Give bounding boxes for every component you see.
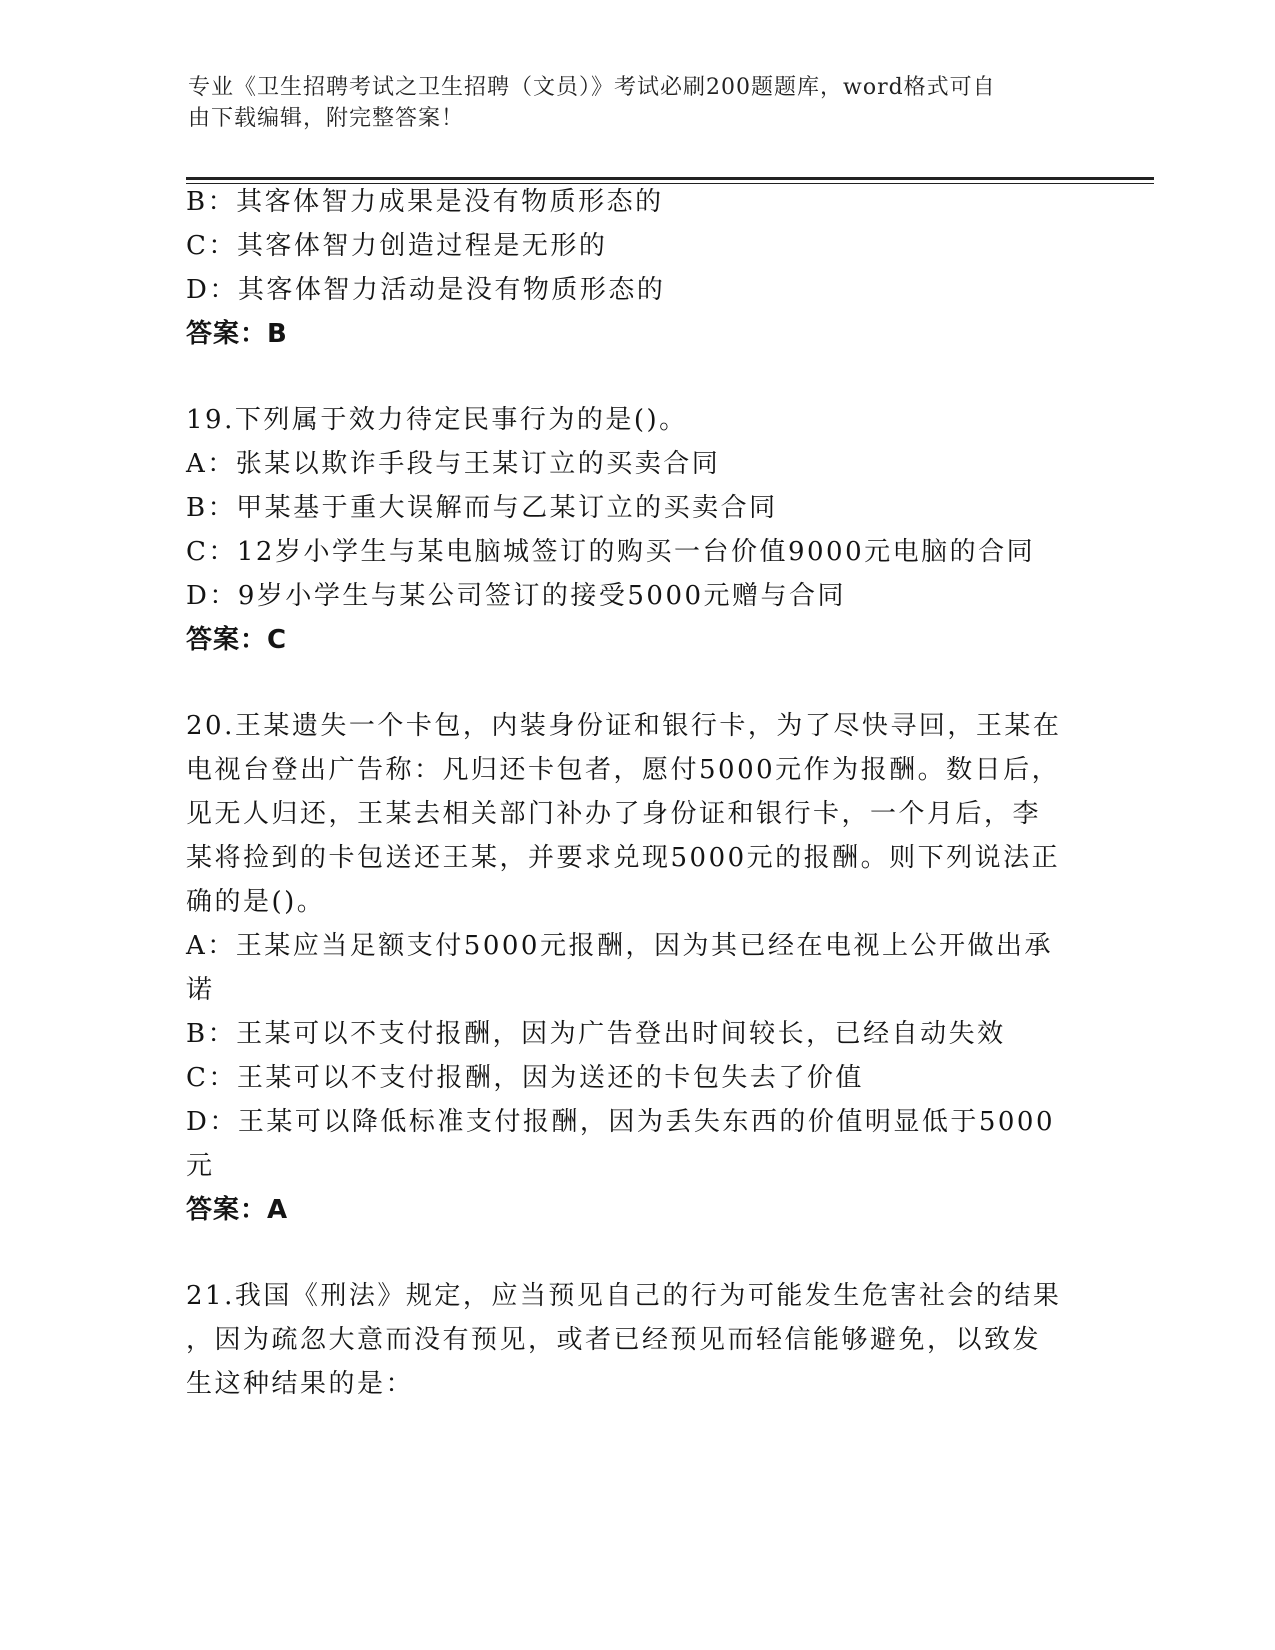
q19-stem: 19.下列属于效力待定民事行为的是()。 xyxy=(186,405,688,435)
q20-stem-line-5: 确的是()。 xyxy=(186,887,326,917)
q20-stem-line-3: 见无人归还，王某去相关部门补办了身份证和银行卡，一个月后，李 xyxy=(186,799,1042,829)
q19-answer: 答案：C xyxy=(186,625,288,655)
q18-option-c: C：其客体智力创造过程是无形的 xyxy=(186,231,608,261)
q20-option-c: C：王某可以不支付报酬，因为送还的卡包失去了价值 xyxy=(186,1063,864,1093)
q21-stem-line-1: 21.我国《刑法》规定，应当预见自己的行为可能发生危害社会的结果 xyxy=(186,1281,1062,1311)
q20-option-d-line-2: 元 xyxy=(186,1151,215,1181)
q20-stem-line-1: 20.王某遗失一个卡包，内装身份证和银行卡，为了尽快寻回，王某在 xyxy=(186,711,1062,741)
header-line-2: 由下载编辑，附完整答案！ xyxy=(188,106,465,131)
header-line-1: 专业《卫生招聘考试之卫生招聘（文员）》考试必刷200题题库，word格式可自 xyxy=(188,75,996,100)
q19-option-a: A：张某以欺诈手段与王某订立的买卖合同 xyxy=(186,449,721,479)
q20-option-b: B：王某可以不支付报酬，因为广告登出时间较长，已经自动失效 xyxy=(186,1019,1006,1049)
q20-option-a-line-2: 诺 xyxy=(186,975,215,1005)
q19-option-b: B：甲某基于重大误解而与乙某订立的买卖合同 xyxy=(186,493,778,523)
header-divider-thin xyxy=(186,183,1154,184)
q19-option-d: D：9岁小学生与某公司签订的接受5000元赠与合同 xyxy=(186,581,847,611)
q18-option-d: D：其客体智力活动是没有物质形态的 xyxy=(186,275,666,305)
q21-stem-line-2: ，因为疏忽大意而没有预见，或者已经预见而轻信能够避免，以致发 xyxy=(186,1325,1042,1355)
q18-option-b: B：其客体智力成果是没有物质形态的 xyxy=(186,187,664,217)
q18-answer: 答案：B xyxy=(186,319,288,349)
q20-option-a-line-1: A：王某应当足额支付5000元报酬，因为其已经在电视上公开做出承 xyxy=(186,931,1053,961)
q20-option-d-line-1: D：王某可以降低标准支付报酬，因为丢失东西的价值明显低于5000 xyxy=(186,1107,1056,1137)
q20-stem-line-2: 电视台登出广告称：凡归还卡包者，愿付5000元作为报酬。数日后， xyxy=(186,755,1061,785)
q21-stem-line-3: 生这种结果的是： xyxy=(186,1369,415,1399)
q19-option-c: C：12岁小学生与某电脑城签订的购买一台价值9000元电脑的合同 xyxy=(186,537,1036,567)
header-divider xyxy=(186,177,1154,180)
q20-answer: 答案：A xyxy=(186,1195,289,1225)
page-header xyxy=(188,72,1088,134)
q20-stem-line-4: 某将捡到的卡包送还王某，并要求兑现5000元的报酬。则下列说法正 xyxy=(186,843,1061,873)
